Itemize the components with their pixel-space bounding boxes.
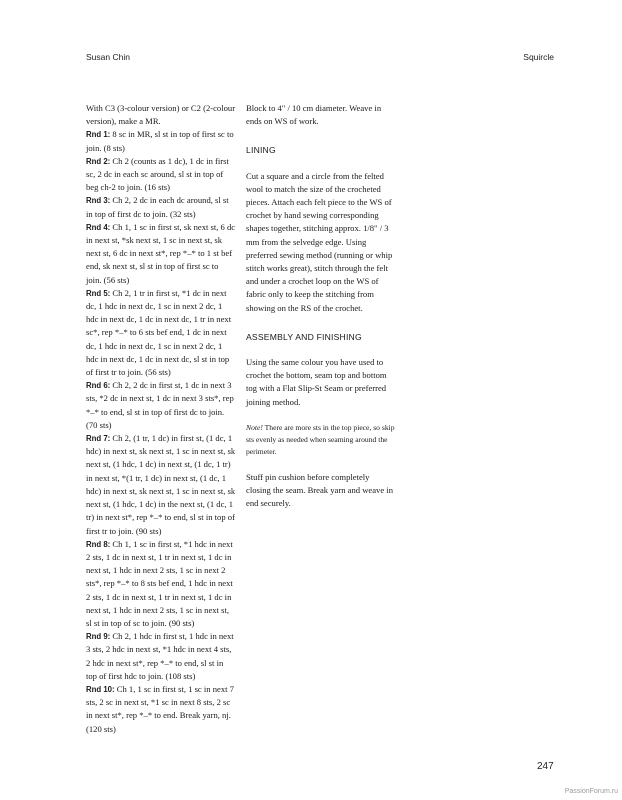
note-text: There are more sts in the top piece, so skip sts evenly as needed when seaming around the perimeter. — [246, 422, 395, 456]
watermark-text: PassionForum.ru — [564, 788, 618, 795]
round-text: Ch 1, 1 sc in first st, *1 hdc in next 2 sts, 1 dc in next st, 1 tr in next st, 1 dc in next st, 1 hdc in next 2 sts, 1 sc in next 2 sts*, rep *–* to 8 sts bef end, 1 hdc in next 2 sts, 1 dc in next st, 1 tr in next st, 1 dc in next st, 1 hdc in next 2 sts, 1 sc in next st, sl st in top of sc to join. (90 sts) — [86, 538, 233, 628]
running-header-author: Susan Chin — [86, 52, 130, 62]
intro-paragraph: With C3 (3-colour version) or C2 (2-colour version), make a MR. — [86, 103, 236, 127]
round-label: Rnd 8: — [86, 539, 111, 549]
round-label: Rnd 3: — [86, 196, 111, 206]
round-label: Rnd 6: — [86, 381, 111, 391]
round-instruction — [86, 683, 236, 736]
left-column — [86, 102, 236, 736]
round-instruction — [86, 432, 236, 538]
lining-paragraph: Cut a square and a circle from the felted wool to match the size of the crocheted pieces. Attach each felt piece to the WS of crochet by hand sewing corresponding shapes together, stitching approx. 1/8" / 3 mm from the selvedge edge. Using preferred sewing method (running or whip stitch works great), stitch through the felt and under a crochet loop on the WS of fabric only to keep the stitching from showing on the RS of the crochet. — [246, 170, 393, 313]
assembly-heading: ASSEMBLY AND FINISHING — [246, 331, 362, 342]
round-instruction — [86, 630, 236, 683]
lining-heading: LINING — [246, 145, 276, 156]
finish-paragraph: Stuff pin cushion before completely closing the seam. Break yarn and weave in end securely. — [246, 471, 393, 509]
rounds-list — [86, 128, 236, 735]
round-text: Ch 1, 1 sc in first st, 1 sc in next 7 sts, 2 sc in next st, *1 sc in next 8 sts, 2 sc in next st*, rep *–* to end. Break yarn, nj. (120 sts) — [86, 683, 234, 734]
round-label: Rnd 1: — [86, 130, 111, 140]
round-label: Rnd 4: — [86, 222, 111, 232]
round-instruction — [86, 221, 236, 287]
round-instruction — [86, 128, 236, 154]
running-header-title: Squircle — [523, 52, 554, 62]
round-label: Rnd 7: — [86, 434, 111, 444]
assembly-paragraph: Using the same colour you have used to crochet the bottom, seam top and bottom tog with a Flat Slip-St Seam or preferred joining method. — [246, 357, 387, 407]
round-text: Ch 2, 2 dc in first st, 1 dc in next 3 sts, *2 dc in next st, 1 dc in next 3 sts*, rep *–* to end, sl st in top of first dc to join. (70 sts) — [86, 380, 234, 430]
round-instruction — [86, 379, 236, 432]
round-label: Rnd 9: — [86, 632, 111, 642]
round-text: Ch 2, 1 tr in first st, *1 dc in next dc, 1 hdc in next dc, 1 sc in next 2 dc, 1 hdc in next dc, 1 dc in next dc, 1 tr in next sc*, rep *–* to 6 sts bef end, 1 dc in next dc, 1 hdc in next dc, 1 sc in next 2 dc, 1 hdc in next dc, 1 dc in next dc, sl st in top of first tr to join. (56 sts) — [86, 287, 232, 378]
round-text: Ch 2 (counts as 1 dc), 1 dc in first sc, 2 dc in each sc around, sl st in top of beg ch-2 to join. (16 sts) — [86, 155, 229, 193]
round-label: Rnd 10: — [86, 684, 115, 694]
round-instruction — [86, 194, 236, 220]
round-instruction — [86, 538, 236, 630]
block-paragraph: Block to 4" / 10 cm diameter. Weave in ends on WS of work. — [246, 103, 382, 127]
note-paragraph — [246, 422, 396, 458]
note-label: Note! — [246, 422, 263, 432]
round-instruction — [86, 287, 236, 379]
round-instruction — [86, 155, 236, 195]
round-text: Ch 2, 2 dc in each dc around, sl st in top of first dc to join. (32 sts) — [86, 195, 229, 219]
round-label: Rnd 2: — [86, 156, 111, 166]
right-column — [246, 102, 396, 510]
round-text: Ch 2, (1 tr, 1 dc) in first st, (1 dc, 1 hdc) in next st, sk next st, 1 sc in next st, sk next st, (1 hdc, 1 dc) in next st, (1 dc, 1 tr) in next st, *(1 tr, 1 dc) in next st, (1 dc, 1 hdc) in next st, sk next st, 1 sc in next st, sk next st, (1 hdc, 1 dc) in the next st, (1 dc, 1 tr) in next st*, rep *–* to end, sl st in top of first tr to join. (90 sts) — [86, 433, 236, 536]
round-label: Rnd 5: — [86, 288, 111, 298]
round-text: Ch 1, 1 sc in first st, sk next st, 6 dc in next st, *sk next st, 1 sc in next st, sk next st, 6 dc in next st*, rep *–* to 1 st bef end, sk next st, sl st in top of first sc to join. (56 sts) — [86, 221, 236, 285]
round-text: 8 sc in MR, sl st in top of first sc to join. (8 sts) — [86, 129, 234, 153]
round-text: Ch 2, 1 hdc in first st, 1 hdc in next 3 sts, 2 hdc in next st, *1 hdc in next 4 sts, 2 hdc in next st*, rep *–* to end, sl st in top of first hdc to join. (108 sts) — [86, 631, 234, 681]
page-number: 247 — [537, 761, 554, 772]
